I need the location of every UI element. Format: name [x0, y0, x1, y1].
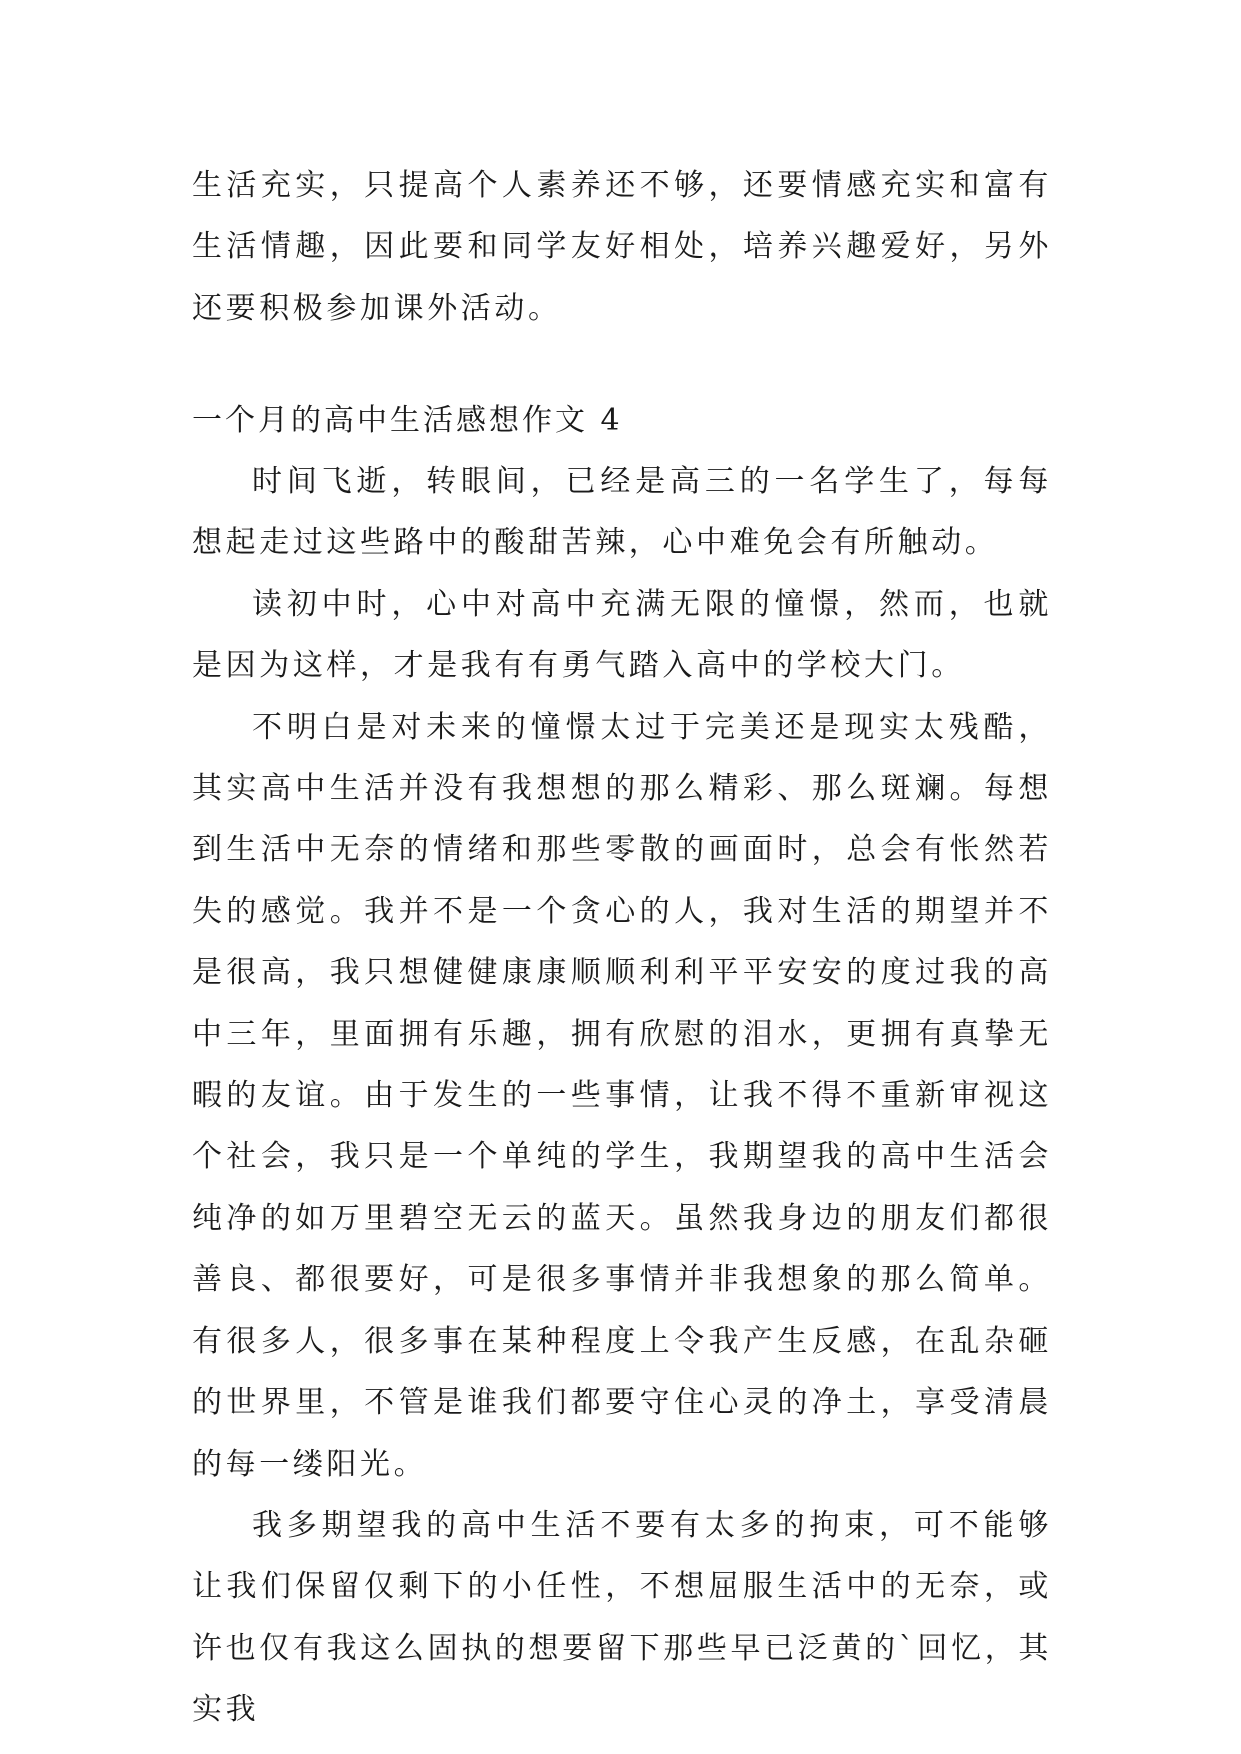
paragraph-2: 读初中时，心中对高中充满无限的憧憬，然而，也就是因为这样，才是我有有勇气踏入高中的学校大门。 — [192, 586, 1052, 684]
essay-body — [192, 451, 1052, 1741]
top-paragraph: 生活充实，只提高个人素养还不够，还要情感充实和富有生活情趣，因此要和同学友好相处，培养兴趣爱好，另外还要积极参加课外活动。 — [192, 168, 1052, 326]
paragraph-3: 不明白是对未来的憧憬太过于完美还是现实太残酷，其实高中生活并没有我想想的那么精彩、那么斑斓。每想到生活中无奈的情绪和那些零散的画面时，总会有怅然若失的感觉。我并不是一个贪心的人，我对生活的期望并不是很高，我只想健健康康顺顺利利平平安安的度过我的高中三年，里面拥有乐趣，拥有欣慰的泪水，更拥有真挚无暇的友谊。由于发生的一些事情，让我不得不重新审视这个社会，我只是一个单纯的学生，我期望我的高中生活会纯净的如万里碧空无云的蓝天。虽然我身边的朋友们都很善良、都很要好，可是很多事情并非我想象的那么简单。有很多人，很多事在某种程度上令我产生反感，在乱杂砸的世界里，不管是谁我们都要守住心灵的净土，享受清晨的每一缕阳光。 — [192, 709, 1052, 1482]
paragraph-1: 时间飞逝，转眼间，已经是高三的一名学生了，每每想起走过这些路中的酸甜苦辣，心中难免会有所触动。 — [192, 464, 1052, 561]
paragraph-4: 我多期望我的高中生活不要有太多的拘束，可不能够让我们保留仅剩下的小任性，不想屈服生活中的无奈，或许也仅有我这么固执的想要留下那些早已泛黄的`回忆，其实我 — [192, 1507, 1052, 1728]
section-heading: 一个月的高中生活感想作文 4 — [192, 403, 623, 438]
top-paragraph-block — [192, 155, 1052, 339]
